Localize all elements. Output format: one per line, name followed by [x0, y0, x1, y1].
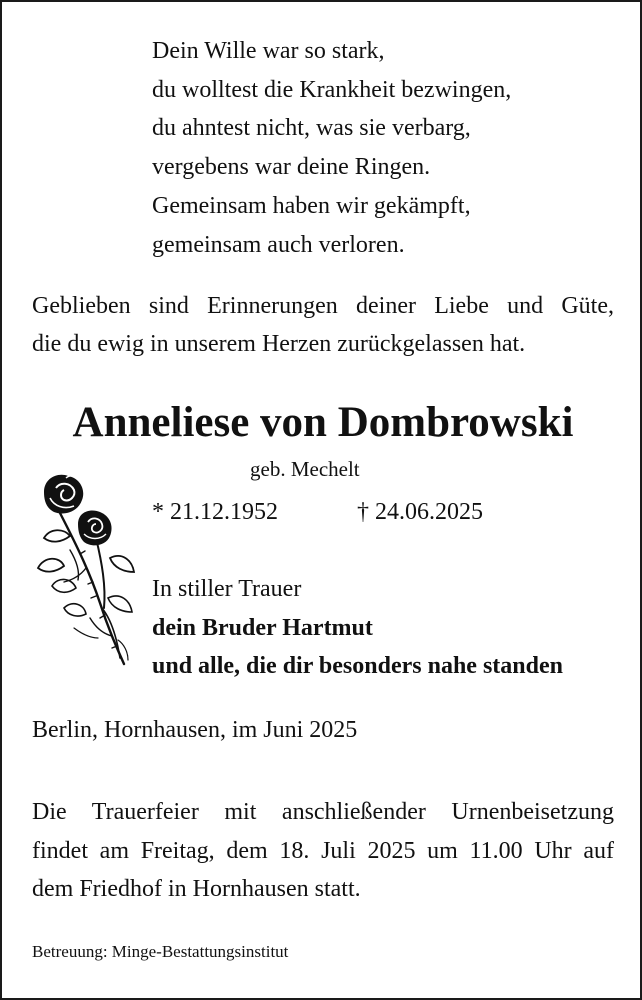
- mourners: [152, 570, 563, 686]
- poem-line: du wolltest die Krankheit bezwingen,: [152, 76, 512, 103]
- birth-date: * 21.12.1952: [152, 499, 278, 525]
- birth-name: geb. Mechelt: [250, 457, 360, 481]
- poem-line: gemeinsam auch verloren.: [152, 231, 405, 258]
- memory-line: Geblieben sind Erinnerungen deiner Liebe und Güte,: [32, 293, 614, 319]
- mourner-brother: dein Bruder Hartmut: [152, 614, 373, 641]
- ceremony-line: dem Friedhof in Hornhausen statt.: [32, 876, 361, 902]
- poem-line: vergebens war deine Ringen.: [152, 154, 431, 181]
- poem-line: du ahntest nicht, was sie verbarg,: [152, 115, 471, 142]
- poem-line: Gemeinsam haben wir gekämpft,: [152, 192, 471, 219]
- ceremony-line: Die Trauerfeier mit anschließender Urnenbeisetzung: [32, 799, 614, 825]
- death-date: † 24.06.2025: [357, 499, 483, 525]
- place-date: Berlin, Hornhausen, im Juni 2025: [32, 717, 358, 743]
- poem: [152, 32, 511, 264]
- rose-icon: [30, 468, 138, 668]
- ceremony-line: findet am Freitag, dem 18. Juli 2025 um 11.00 Uhr auf: [32, 837, 614, 864]
- memory-line: die du ewig in unserem Herzen zurückgelassen hat.: [32, 331, 526, 357]
- life-dates: [152, 499, 483, 526]
- funeral-home-credit: Betreuung: Minge-Bestattungsinstitut: [32, 942, 289, 961]
- mourner-all: und alle, die dir besonders nahe standen: [152, 653, 563, 679]
- ceremony-text: [32, 793, 614, 909]
- memory-text: [32, 287, 614, 363]
- deceased-name: Anneliese von Dombrowski: [72, 399, 574, 446]
- mourners-intro: In stiller Trauer: [152, 576, 302, 602]
- poem-line: Dein Wille war so stark,: [152, 38, 385, 64]
